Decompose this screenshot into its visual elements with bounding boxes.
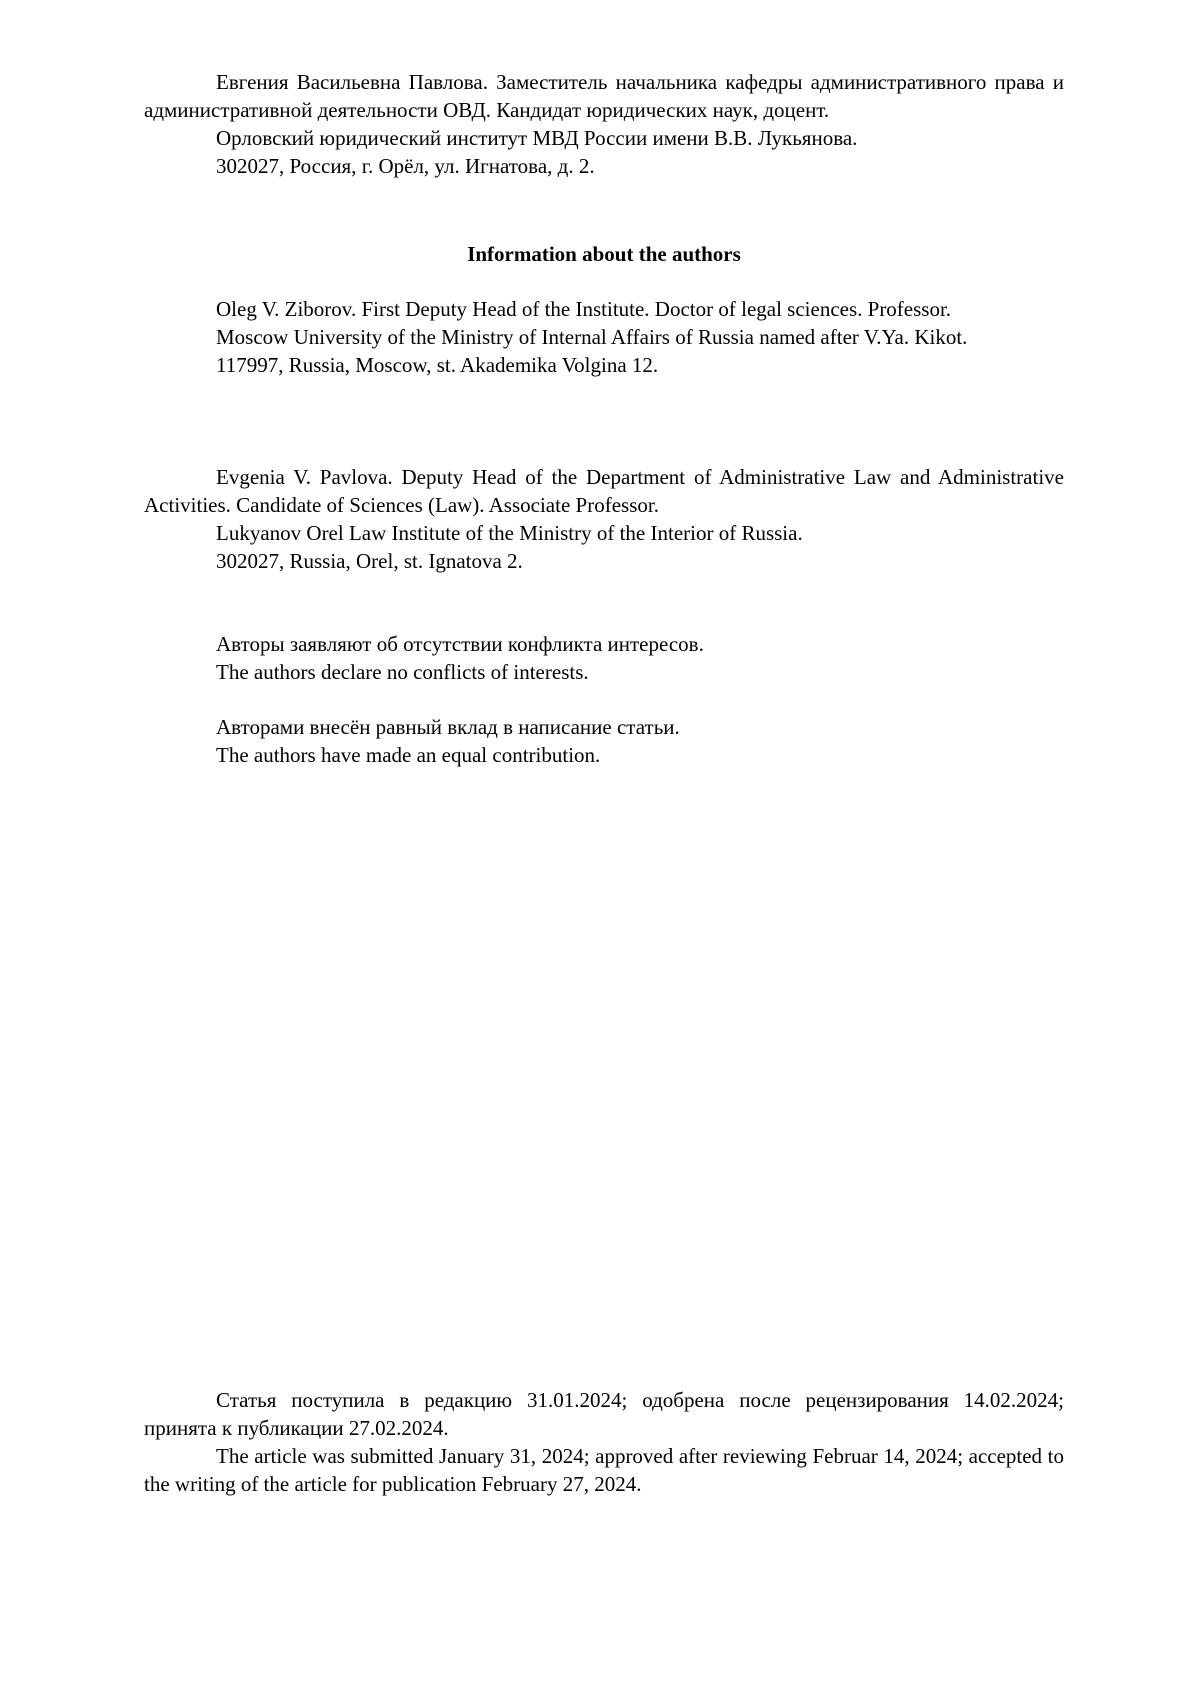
ru-author-institution: Орловский юридический институт МВД России имени В.В. Лукьянова. — [216, 126, 858, 150]
dates-block — [144, 1386, 1064, 1498]
ru-author-bio: Евгения Васильевна Павлова. Заместитель начальника кафедры административного права и административной деятельности ОВД. Кандидат юридических наук, доцент. — [144, 70, 1064, 122]
conflicts-ru: Авторы заявляют об отсутствии конфликта интересов. — [216, 632, 704, 656]
author1-address: 117997, Russia, Moscow, st. Akademika Volgina 12. — [216, 353, 659, 377]
dates-ru: Статья поступила в редакцию 31.01.2024; одобрена после рецензирования 14.02.2024; принята к публикации 27.02.2024. — [144, 1388, 1064, 1440]
ru-author-block — [144, 68, 1064, 180]
author2-institution: Lukyanov Orel Law Institute of the Ministry of the Interior of Russia. — [216, 521, 803, 545]
author1-bio: Oleg V. Ziborov. First Deputy Head of the Institute. Doctor of legal sciences. Professor. — [216, 297, 952, 321]
ru-author-address: 302027, Россия, г. Орёл, ул. Игнатова, д. 2. — [216, 154, 595, 178]
author2-address: 302027, Russia, Orel, st. Ignatova 2. — [216, 549, 523, 573]
author1-institution: Moscow University of the Ministry of Internal Affairs of Russia named after V.Ya. Kikot. — [216, 325, 968, 349]
contribution-ru: Авторами внесён равный вклад в написание статьи. — [216, 715, 680, 739]
contribution-block — [144, 713, 1064, 769]
author1-block — [144, 295, 1064, 379]
author2-bio: Evgenia V. Pavlova. Deputy Head of the Department of Administrative Law and Administrative Activities. Candidate of Sciences (Law). Associate Professor. — [144, 465, 1064, 517]
authors-heading: Information about the authors — [467, 242, 741, 266]
conflicts-en: The authors declare no conflicts of interests. — [216, 660, 589, 684]
contribution-en: The authors have made an equal contribution. — [216, 743, 601, 767]
author2-block — [144, 463, 1064, 575]
conflicts-block — [144, 630, 1064, 686]
dates-en: The article was submitted January 31, 2024; approved after reviewing Februar 14, 2024; accepted to the writing of the article for publication February 27, 2024. — [144, 1444, 1064, 1496]
